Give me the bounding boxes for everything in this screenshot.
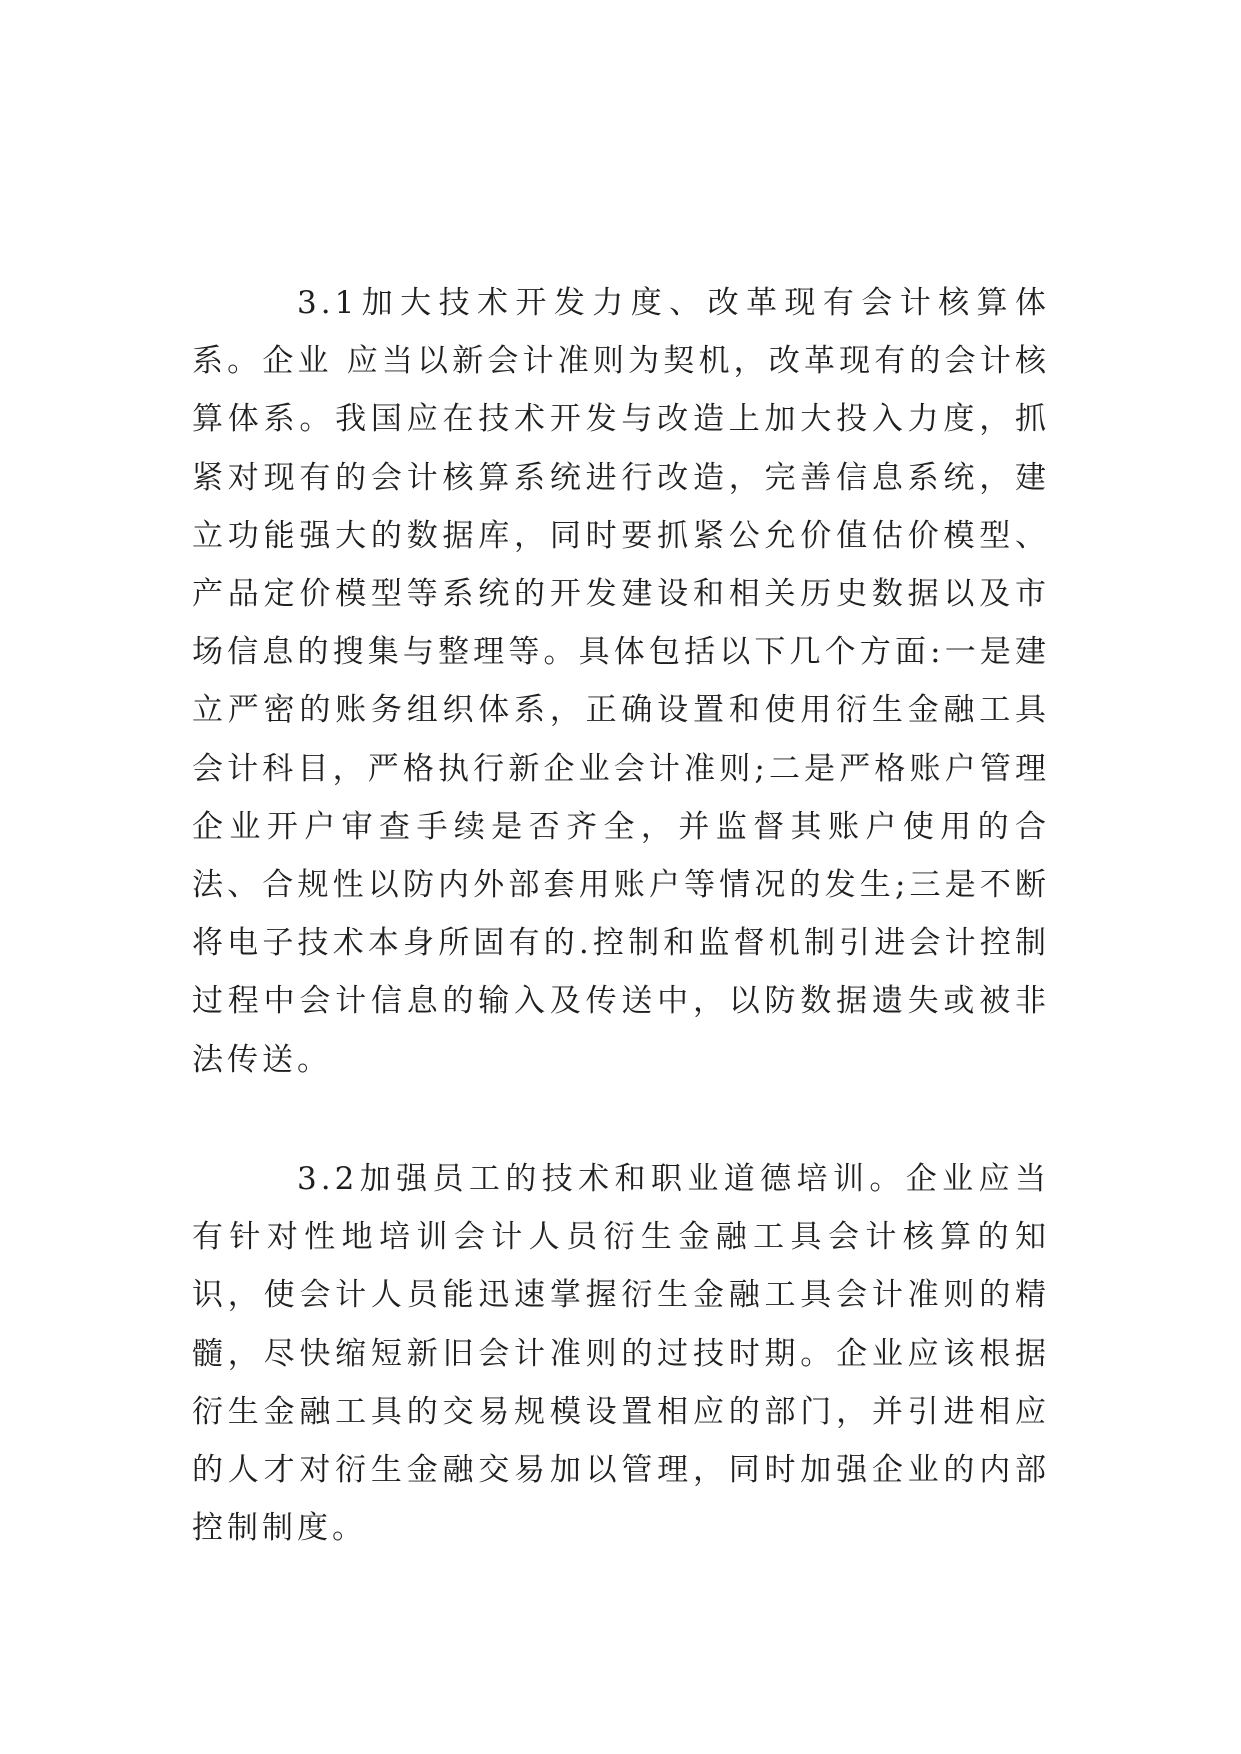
- paragraph-section-3-1: 3.1加大技术开发力度、改革现有会计核算体系。企业 应当以新会计准则为契机，改革现有的会计核算体系。我国应在技术开发与改造上加大投入力度，抓紧对现有的会计核算系统进行改造，完善信息系统，建立功能强大的数据库，同时要抓紧公允价值估价模型、产品定价模型等系统的开发建设和相关历史数据以及市场信息的搜集与整理等。具体包括以下几个方面:一是建立严密的账务组织体系，正确设置和使用衍生金融工具会计科目，严格执行新企业会计准则;二是严格账户管理企业开户审查手续是否齐全，并监督其账户使用的合法、合规性以防内外部套用账户等情况的发生;三是不断将电子技术本身所固有的.控制和监督机制引进会计控制过程中会计信息的输入及传送中，以防数据遗失或被非法传送。: [192, 285, 1050, 1078]
- paragraph-section-3-2: 3.2加强员工的技术和职业道德培训。企业应当有针对性地培训会计人员衍生金融工具会计核算的知识，使会计人员能迅速掌握衍生金融工具会计准则的精髓，尽快缩短新旧会计准则的过技时期。企业应该根据衍生金融工具的交易规模设置相应的部门，并引进相应的人才对衍生金融交易加以管理，同时加强企业的内部控制制度。: [192, 1161, 1050, 1547]
